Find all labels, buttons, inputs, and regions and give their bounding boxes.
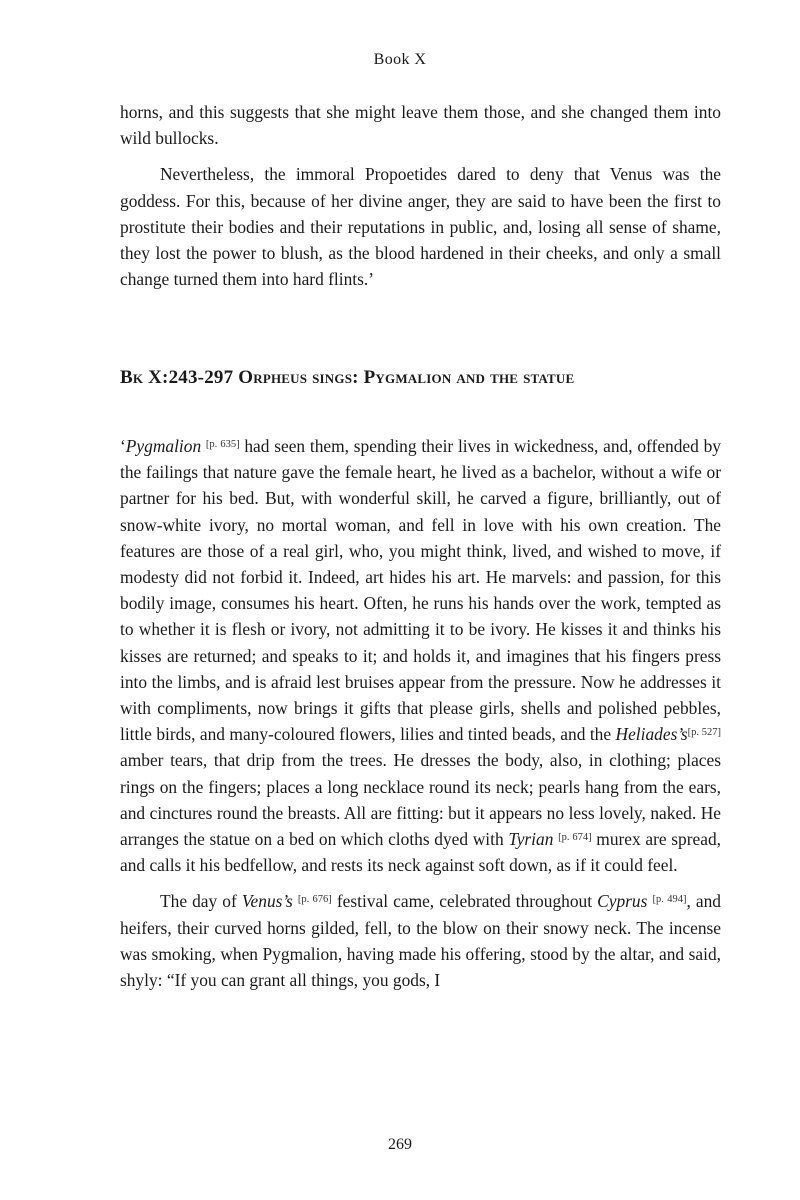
open-quote: ‘ bbox=[120, 436, 126, 456]
page-reference[interactable]: [p. 635] bbox=[205, 439, 240, 450]
paragraph bbox=[120, 888, 721, 993]
glossary-term-pygmalion: Pygmalion bbox=[125, 436, 202, 456]
text-run: , and heifers, their curved horns gilded, fell, to the blow on their snowy neck. The incense was smoking, when Pygmalion, having made his offering, stood by the altar, and said, shyly: “If you can grant all things, you gods, I bbox=[120, 891, 721, 991]
page-number: 269 bbox=[388, 1136, 412, 1153]
text-run: had seen them, spending their lives in wickedness, and, offended by the failings that nature gave the female heart, he lived as a bachelor, without a wife or partner for his bed. But, with wonderful skill, he carved a figure, brilliantly, out of snow-white ivory, no mortal woman, and fell in love with his own creation. The features are those of a real girl, who, you might think, lived, and wished to move, if modesty did not forbid it. Indeed, art hides his art. He marvels: and passion, for this bodily image, consumes his heart. Often, he runs his hands over the work, tempted as to whether it is flesh or ivory, not admitting it to be ivory. He kisses it and thinks his kisses are returned; and speaks to it; and holds it, and imagines that his fingers press into the limbs, and is afraid lest bruises appear from the pressure. Now he addresses it with compliments, now brings it gifts that please girls, shells and polished pebbles, little birds, and many-coloured flowers, lilies and tinted beads, and the bbox=[120, 436, 721, 745]
text-run: amber tears, that drip from the trees. He dresses the body, also, in clothing; places rings on the fingers; places a long necklace round its neck; pearls hang from the ears, and cinctures round the breasts. All are fitting: but it appears no less lovely, naked. He arranges the statue on a bed on which cloths dyed with bbox=[120, 750, 721, 850]
glossary-term-heliades: Heliades’s bbox=[615, 724, 688, 745]
glossary-term-venus: Venus’s bbox=[241, 891, 293, 912]
page-reference[interactable]: [p. 676] bbox=[297, 894, 332, 906]
paragraph bbox=[120, 433, 721, 878]
page-reference[interactable]: [p. 674] bbox=[558, 832, 592, 844]
intro-text bbox=[120, 99, 721, 292]
text-run: The day of bbox=[160, 891, 242, 912]
text-run: murex are spread, and calls it his bedfellow, and rests its neck against soft down, as if it could feel. bbox=[120, 829, 722, 876]
glossary-term-cyprus: Cyprus bbox=[597, 891, 648, 912]
story-text bbox=[120, 433, 721, 993]
paragraph: horns, and this suggests that she might leave them those, and she changed them into wild bullocks. bbox=[120, 102, 721, 149]
glossary-term-tyrian: Tyrian bbox=[508, 829, 554, 850]
page-reference[interactable]: [p. 527] bbox=[687, 727, 721, 739]
page-reference[interactable]: [p. 494] bbox=[652, 894, 687, 906]
paragraph: Nevertheless, the immoral Propoetides dared to deny that Venus was the goddess. For this, because of her divine anger, they are said to have been the first to prostitute their bodies and their reputations in public, and, losing all sense of shame, they lost the power to blush, as the blood hardened in their cheeks, and only a small change turned them into hard flints.’ bbox=[120, 164, 721, 290]
section-heading: Bk X:243-297 Orpheus sings: Pygmalion and the statue bbox=[120, 367, 575, 388]
text-run: festival came, celebrated throughout bbox=[331, 891, 598, 912]
running-head: Book X bbox=[373, 51, 427, 68]
